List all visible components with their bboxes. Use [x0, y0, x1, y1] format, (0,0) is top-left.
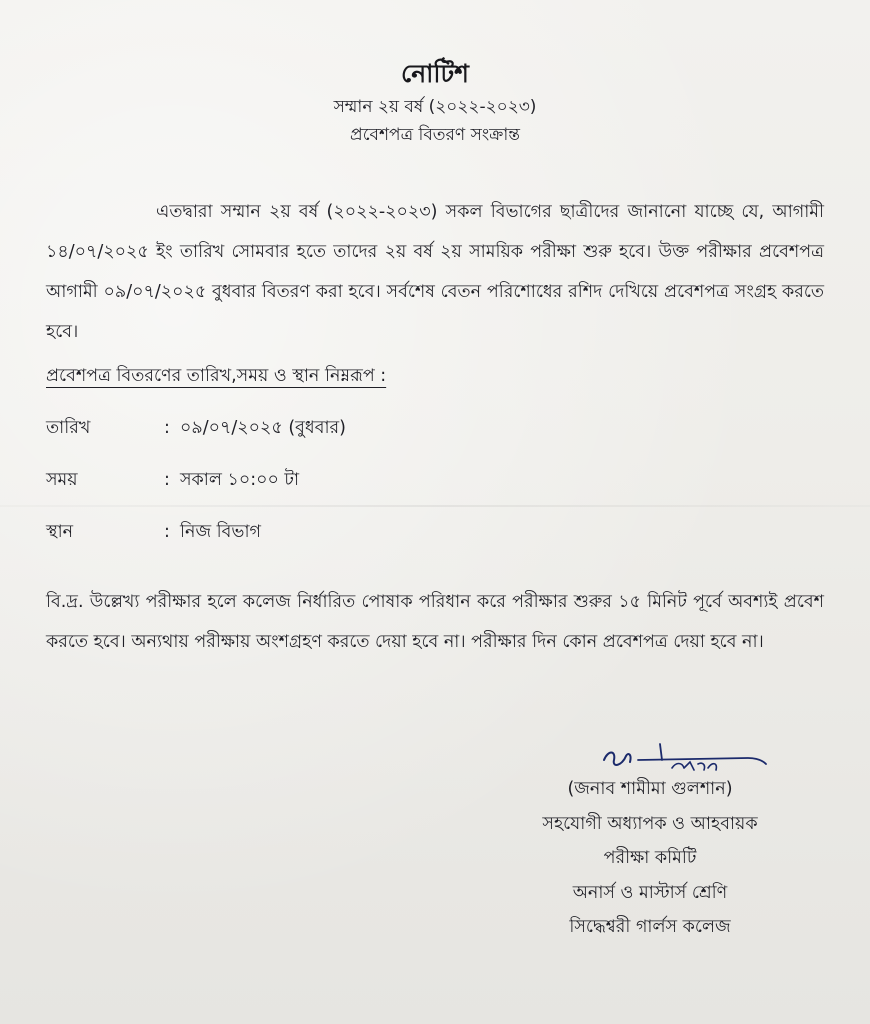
time-value: সকাল ১০:০০ টা: [180, 470, 300, 490]
date-label: তারিখ: [46, 418, 91, 438]
notice-subtitle-subject: প্রবেশপত্র বিতরণ সংক্রান্ত: [350, 125, 520, 145]
date-separator: :: [164, 418, 170, 438]
signatory-block: [500, 772, 800, 945]
notice-title: নোটিশ: [401, 59, 469, 88]
notice-note-paragraph: বি.দ্র. উল্লেখ্য পরীক্ষার হলে কলেজ নির্ধারিত পোষাক পরিধান করে পরীক্ষার শুরুর ১৫ মিনিট পূর্বে অবশ্যই প্রবেশ করতে হবে। অন্যথায় পরীক্ষায় অংশগ্রহণ করতে দেয়া হবে না। পরীক্ষার দিন কোন প্রবেশপত্র দেয়া হবে না।: [46, 592, 824, 652]
place-label: স্থান: [46, 522, 74, 542]
time-label: সময়: [46, 470, 78, 490]
schedule-heading: প্রবেশপত্র বিতরণের তারিখ,সময় ও স্থান নিম্নরূপ :: [46, 366, 387, 386]
paper-fold: [0, 505, 870, 507]
signatory-name: (জনাব শামীমা গুলশান): [567, 779, 733, 799]
schedule-row-date: [46, 415, 346, 444]
place-value: নিজ বিভাগ: [180, 522, 262, 542]
notice-body-paragraph: এতদ্বারা সম্মান ২য় বর্ষ (২০২২-২০২৩) সকল বিভাগের ছাত্রীদের জানানো যাচ্ছে যে, আগামী ১৪/০৭/২০২৫ ইং তারিখ সোমবার হতে তাদের ২য় বর্ষ ২য় সাময়িক পরীক্ষা শুরু হবে। উক্ত পরীক্ষার প্রবেশপত্র আগামী ০৯/০৭/২০২৫ বুধবার বিতরণ করা হবে। সর্বশেষ বেতন পরিশোধের রশিদ দেখিয়ে প্রবেশপত্র সংগ্রহ করতে হবে।: [46, 202, 824, 342]
signatory-committee: পরীক্ষা কমিটি: [603, 848, 697, 868]
schedule-row-time: [46, 467, 299, 496]
signatory-institution: সিদ্ধেশ্বরী গার্লস কলেজ: [569, 917, 731, 937]
date-value: ০৯/০৭/২০২৫ (বুধবার): [180, 418, 346, 438]
signatory-department: অনার্স ও মাস্টার্স শ্রেণি: [572, 882, 728, 903]
notice-subtitle-year: সম্মান ২য় বর্ষ (২০২২-২০২৩): [333, 97, 537, 117]
time-separator: :: [164, 470, 170, 490]
place-separator: :: [164, 522, 170, 542]
signatory-designation: সহযোগী অধ্যাপক ও আহবায়ক: [542, 813, 758, 834]
schedule-row-place: [46, 519, 261, 548]
